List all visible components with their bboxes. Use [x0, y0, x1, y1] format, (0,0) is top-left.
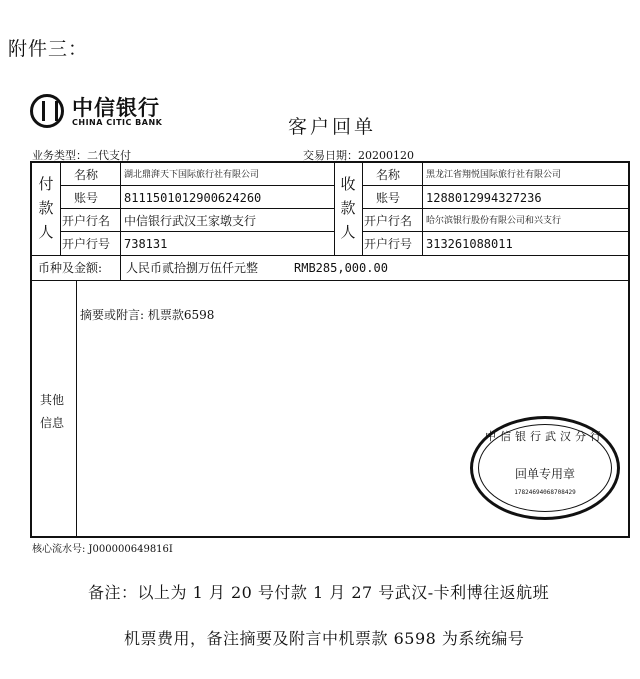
- amount-value: RMB285,000.00: [294, 261, 388, 275]
- stamp-top-text: 中信银行武汉分行: [485, 430, 605, 443]
- bank-logo: [30, 90, 180, 136]
- payer-bank-label: 开户行名: [62, 214, 111, 228]
- payer-name: 湖北鼎湃天下国际旅行社有限公司: [124, 170, 260, 180]
- payer-name-label: 名称: [74, 168, 99, 182]
- citic-logo-icon: [30, 94, 64, 128]
- payer-bank: 中信银行武汉王家墩支行: [124, 214, 257, 228]
- payee-side-label: 收 款 人: [340, 175, 356, 241]
- payee-bank-no: 313261088011: [426, 237, 513, 251]
- payee-account: 1288012994327236: [426, 191, 542, 205]
- other-info-label: 其他 信息: [40, 393, 65, 430]
- payee-bank-label: 开户行名: [364, 214, 413, 228]
- payer-account-label: 账号: [74, 191, 99, 205]
- amount-text: 人民币贰拾捌万伍仟元整: [126, 261, 259, 275]
- bank-name-en: CHINA CITIC BANK: [72, 118, 163, 127]
- payee-bank: 哈尔滨银行股份有限公司和兴支行: [426, 216, 562, 226]
- business-type: 业务类型：二代支付: [32, 149, 131, 162]
- payee-bank-no-label: 开户行号: [364, 237, 413, 251]
- payer-account: 8111501012900624260: [124, 191, 262, 205]
- bank-stamp: [470, 416, 620, 520]
- remark-line-1: 备注：以上为 1 月 20 号付款 1 月 27 号武汉-卡利博往返航班: [88, 583, 550, 602]
- core-serial: 核心流水号: J000000649816I: [32, 544, 173, 555]
- attachment-label: 附件三：: [8, 38, 89, 60]
- stamp-middle-text: 回单专用章: [514, 467, 575, 481]
- summary-text: 摘要或附言: 机票款6598: [80, 308, 215, 322]
- trade-date: 交易日期：20200120: [303, 149, 414, 162]
- amount-label: 币种及金额:: [38, 261, 103, 275]
- document-title: 客户回单: [288, 116, 377, 138]
- stamp-code: 17824694068708429: [514, 489, 576, 496]
- payer-bank-no-label: 开户行号: [62, 237, 111, 251]
- payer-side-label: 付 款 人: [38, 175, 54, 241]
- payee-account-label: 账号: [376, 191, 401, 205]
- payer-bank-no: 738131: [124, 237, 168, 251]
- payee-name-label: 名称: [376, 168, 401, 182]
- payee-name: 黑龙江省翔悦国际旅行社有限公司: [426, 170, 562, 180]
- bank-name-cn: 中信银行: [72, 96, 160, 120]
- remark-line-2: 机票费用，备注摘要及附言中机票款 6598 为系统编号: [124, 629, 525, 648]
